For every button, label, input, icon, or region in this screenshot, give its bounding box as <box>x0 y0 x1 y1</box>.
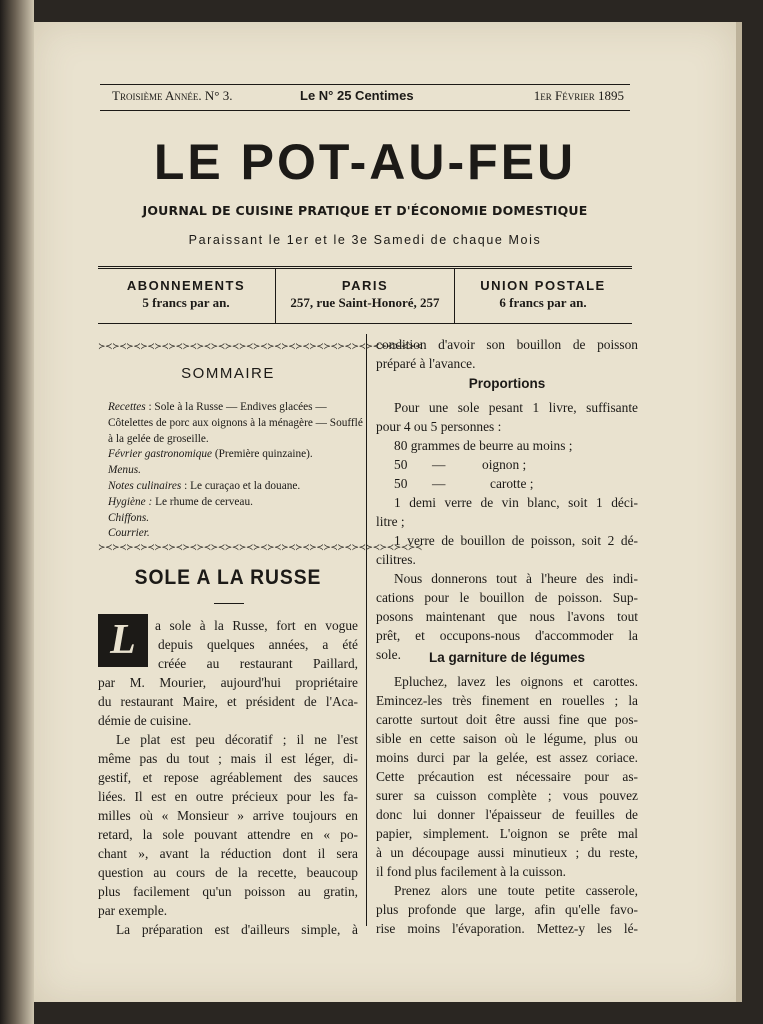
ornament-border: ≻≺≻≺≻≺≻≺≻≺≻≺≻≺≻≺≻≺≻≺≻≺≻≺≻≺≻≺≻≺≻≺≻≺≻≺≻≺≻≺≻≺≻≺≻≺ <box>98 342 422 352</box>
text-line: donc lui donner l'épaisseur de feuilles de <box>376 807 638 822</box>
text-line: a sole à la Russe, fort en vogue <box>155 618 358 633</box>
sommaire-item: Février gastronomique (Première quinzaine). <box>108 448 313 461</box>
page-edge <box>736 22 742 1002</box>
text-line: plus facilement qu'un poisson au gratin, <box>98 884 358 899</box>
sommaire-list <box>98 400 363 542</box>
garniture-heading: La garniture de légumes <box>428 650 586 665</box>
text-line: posons maintenant que nous l'avons tout <box>376 609 638 624</box>
sommaire-title: SOMMAIRE <box>181 365 275 382</box>
subscription-label: PARIS <box>341 278 389 293</box>
subscription-value: 257, rue Saint-Honoré, 257 <box>290 295 440 310</box>
ingredient-row: 50 — carotte ; <box>394 476 534 491</box>
sommaire-item: Recettes : Sole à la Russe — Endives glacées — Côtelettes de porc aux oignons à la ménagère — Soufflé à la gelée de groseille. <box>108 401 363 445</box>
top-rule <box>100 84 630 85</box>
ornament-border: ≻≺≻≺≻≺≻≺≻≺≻≺≻≺≻≺≻≺≻≺≻≺≻≺≻≺≻≺≻≺≻≺≻≺≻≺≻≺≻≺≻≺≻≺≻≺ <box>98 543 422 553</box>
text-line: du restaurant Maire, et président de l'Aca- <box>98 694 358 709</box>
text-line: pour 4 ou 5 personnes : <box>376 419 502 434</box>
text-line: Pour une sole pesant 1 livre, suffisante <box>394 400 638 415</box>
text-line: sible en cette saison où le légume, plus ou <box>376 731 638 746</box>
text-line: 1 demi verre de vin blanc, soit 1 déci- <box>394 495 638 510</box>
issue-price: Le N° 25 Centimes <box>300 88 414 103</box>
article-title: SOLE A LA RUSSE <box>134 566 322 589</box>
text-line: Le plat est peu décoratif ; il ne l'est <box>116 732 358 747</box>
text-line: préparé à l'avance. <box>376 356 476 371</box>
article-col1-top <box>155 616 358 673</box>
text-line: Prenez alors une toute petite casserole, <box>394 883 638 898</box>
sommaire-item: Hygiène : Le rhume de cerveau. <box>108 495 253 508</box>
proportions-heading: Proportions <box>468 376 546 391</box>
text-line: cations pour le bouillon de poisson. Sup- <box>376 590 638 605</box>
subscription-col <box>98 269 274 323</box>
article-col2-intro <box>376 335 638 373</box>
text-line: 80 grammes de beurre au moins ; <box>394 438 573 453</box>
sommaire-item: Notes culinaires : Le curaçao et la douane. <box>108 479 301 492</box>
text-line: question au cours de la recette, beaucoup <box>98 865 358 880</box>
text-line: moins durci par la gelée, est assez coriace. <box>376 750 638 765</box>
drop-cap: L <box>98 614 148 667</box>
text-line: milles où « Monsieur » arrive toujours en <box>98 808 358 823</box>
text-line: démie de cuisine. <box>98 713 192 728</box>
sommaire-item: Courrier. <box>108 527 150 540</box>
text-line: même pas du tout ; mais il est léger, di- <box>98 751 358 766</box>
text-line: Epluchez, lavez les oignons et carottes. <box>394 674 638 689</box>
garniture-block <box>376 672 638 938</box>
sommaire-item: Menus. <box>108 464 141 477</box>
text-line: La préparation est d'ailleurs simple, à <box>116 922 358 937</box>
text-line: par M. Mourier, aujourd'hui propriétaire <box>98 675 358 690</box>
text-line: liées. Il est en outre précieux pour les fa- <box>98 789 358 804</box>
issue-line <box>100 88 630 106</box>
text-line: carotte surtout doit être aussi fine que pos- <box>376 712 638 727</box>
title-rule <box>214 603 244 604</box>
text-line: prêt, et occupons-nous d'accommoder la <box>376 628 638 643</box>
subscription-box <box>98 266 632 324</box>
text-line: condition d'avoir son bouillon de poisson <box>376 337 638 352</box>
subscription-value: 5 francs par an. <box>142 295 230 310</box>
subscription-col <box>275 269 455 323</box>
text-line: papier, simplement. L'oignon se prête mal <box>376 826 638 841</box>
subscription-label: ABONNEMENTS <box>126 278 246 293</box>
issue-year: Troisième Année. N° 3. <box>112 88 233 103</box>
text-line: rise moins l'évaporation. Mettez-y les lé- <box>376 921 638 936</box>
text-line: sole. <box>376 647 401 662</box>
text-line: par exemple. <box>98 903 168 918</box>
masthead-subtitle: JOURNAL DE CUISINE PRATIQUE ET D'ÉCONOMIE DOMESTIQUE <box>142 203 588 218</box>
text-line: Cette précaution est nécessaire pour as- <box>376 769 638 784</box>
publication-schedule: Paraissant le 1er et le 3e Samedi de chaque Mois <box>188 233 542 247</box>
text-line: à un découpage aussi minutieux ; du reste, <box>376 845 638 860</box>
proportions-block <box>376 398 638 664</box>
binding-edge <box>0 0 34 1024</box>
issue-date: 1er Février 1895 <box>533 88 624 103</box>
masthead-title: LE POT-AU-FEU <box>153 134 577 190</box>
text-line: créée au restaurant Paillard, <box>158 656 358 671</box>
subscription-label: UNION POSTALE <box>480 278 606 293</box>
text-line: il fond plus facilement à la cuisson. <box>376 864 567 879</box>
text-line: surer sa cuisson complète ; vous pouvez <box>376 788 638 803</box>
text-line: Nous donnerons tout à l'heure des indi- <box>394 571 638 586</box>
text-line: cilitres. <box>376 552 416 567</box>
text-line: depuis quelques années, a été <box>158 637 358 652</box>
text-line: Emincez-les très finement en rouelles ; la <box>376 693 638 708</box>
text-line: retard, la sole pouvant attendre en « po- <box>98 827 358 842</box>
ingredient-row: 50 — oignon ; <box>394 457 527 472</box>
column-rule <box>366 334 367 926</box>
issue-rule <box>100 110 630 111</box>
text-line: litre ; <box>376 514 405 529</box>
subscription-col <box>454 269 632 323</box>
text-line: gestif, et repose agréablement des sauces <box>98 770 358 785</box>
text-line: chant », avant la réduction dont il sera <box>98 846 358 861</box>
text-line: 1 verre de bouillon de poisson, soit 2 dé- <box>394 533 638 548</box>
sommaire-item: Chiffons. <box>108 511 150 524</box>
article-col1 <box>98 673 358 939</box>
subscription-value: 6 francs par an. <box>499 295 587 310</box>
text-line: plus profonde que large, afin qu'elle favo- <box>376 902 638 917</box>
